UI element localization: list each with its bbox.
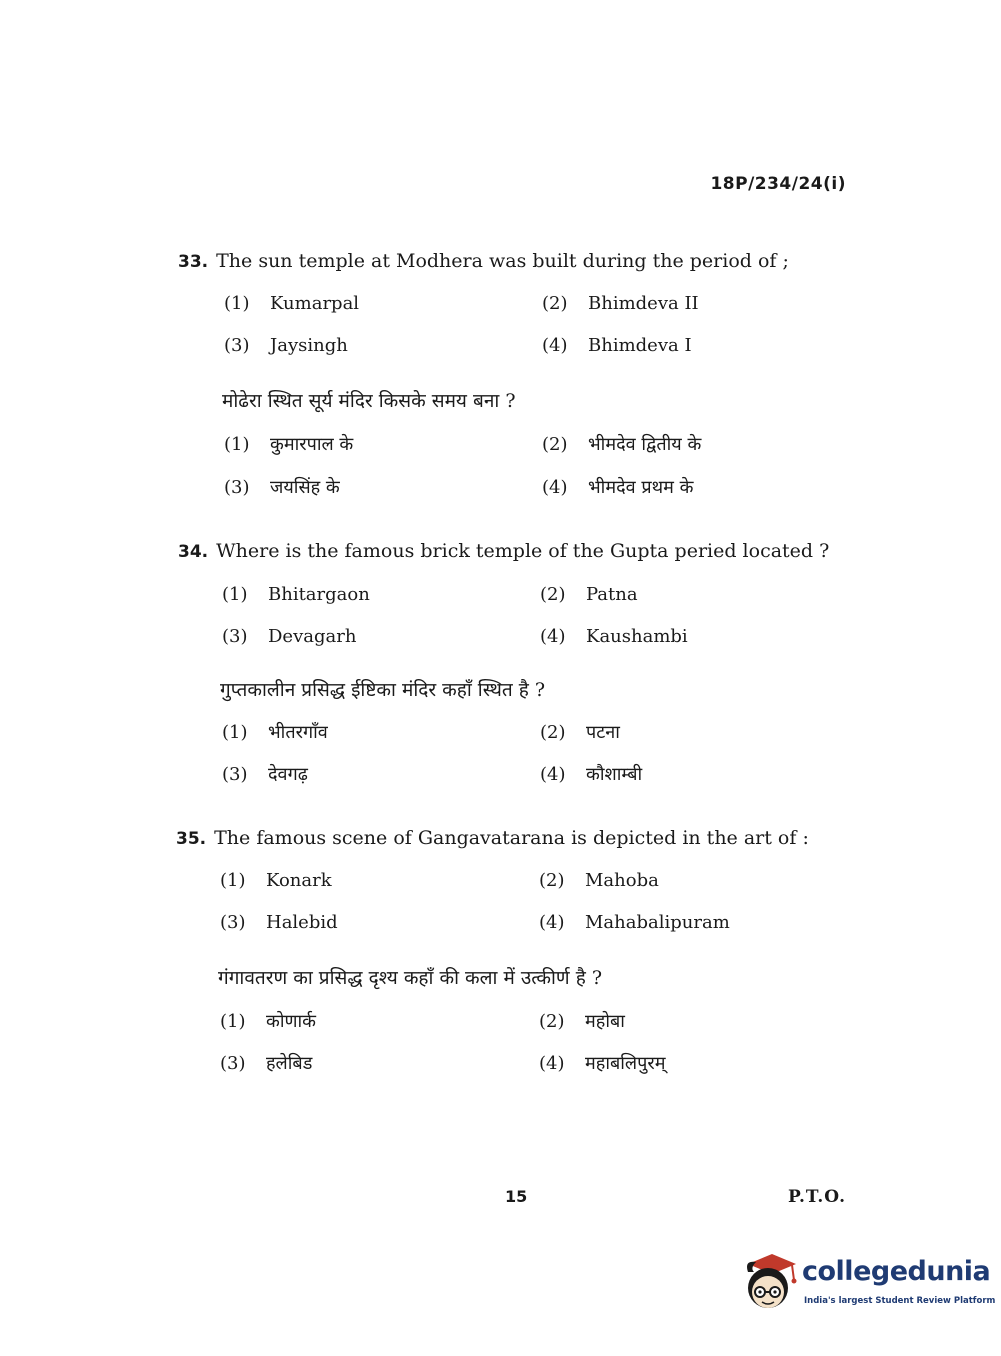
option-hi-3 [224,475,340,499]
question-number: 35. [176,829,207,849]
option-text: कोणार्क [266,1011,316,1032]
option-text: Bhimdeva I [588,335,692,356]
option-en-2 [539,870,659,891]
logo-wordmark: collegedunia [802,1256,991,1287]
option-en-3 [224,335,348,356]
option-number: (1) [222,722,248,743]
option-hi-2 [540,720,620,744]
option-number: (2) [540,584,566,605]
option-number: (3) [224,335,250,356]
option-en-1 [222,584,370,605]
option-number: (3) [224,477,250,498]
option-hi-1 [220,1009,316,1033]
question-text [178,250,789,272]
option-text: महाबलिपुरम् [585,1053,666,1074]
option-text: Halebid [266,912,338,933]
option-number: (4) [539,912,565,933]
option-en-2 [540,584,638,605]
option-text: कौशाम्बी [586,764,643,785]
question-number: 33. [178,252,209,272]
page-number: 15 [505,1187,528,1206]
option-text: Bhimdeva II [588,293,699,314]
option-number: (4) [542,477,568,498]
option-text: महोबा [585,1011,625,1032]
question-english: Where is the famous brick temple of the Gupta peried located ? [216,540,830,562]
paper-code: 18P/234/24(i) [710,174,846,194]
option-number: (4) [540,764,566,785]
option-en-3 [222,626,356,647]
option-number: (1) [222,584,248,605]
option-text: जयसिंह के [270,477,340,498]
option-hi-3 [222,762,308,786]
logo-tagline: India's largest Student Review Platform [804,1296,996,1306]
option-number: (1) [224,293,250,314]
question-text [178,540,829,562]
option-text: Mahoba [585,870,659,891]
option-en-1 [224,293,359,314]
option-number: (2) [540,722,566,743]
option-text: Kumarpal [270,293,360,314]
option-hi-3 [220,1051,312,1075]
mascot-icon [740,1250,800,1314]
option-number: (2) [539,1011,565,1032]
collegedunia-logo[interactable] [740,1250,996,1320]
option-en-3 [220,912,338,933]
option-number: (2) [539,870,565,891]
option-hi-4 [540,762,642,786]
option-number: (2) [542,434,568,455]
option-text: भीमदेव द्वितीय के [588,434,702,455]
option-hi-1 [222,720,328,744]
option-text: Jaysingh [270,335,348,356]
option-hi-1 [224,432,353,456]
question-hindi: मोढेरा स्थित सूर्य मंदिर किसके समय बना ? [222,390,516,412]
option-number: (3) [222,764,248,785]
option-en-4 [539,912,730,933]
option-number: (3) [220,912,246,933]
option-text: Patna [586,584,638,605]
option-text: भीमदेव प्रथम के [588,477,694,498]
option-text: हलेबिड [266,1053,313,1074]
question-text [176,827,809,849]
option-number: (3) [220,1053,246,1074]
option-text: Devagarh [268,626,357,647]
question-hindi: गंगावतरण का प्रसिद्ध दृश्य कहाँ की कला में उत्कीर्ण है ? [218,967,603,989]
option-text: कुमारपाल के [270,434,354,455]
option-text: Kaushambi [586,626,688,647]
question-hindi: गुप्तकालीन प्रसिद्ध ईष्टिका मंदिर कहाँ स्थित है ? [220,679,546,701]
option-text: भीतरगाँव [268,722,328,743]
option-number: (1) [224,434,250,455]
option-number: (4) [542,335,568,356]
option-en-4 [540,626,688,647]
option-en-2 [542,293,699,314]
option-hi-2 [539,1009,625,1033]
pto-label: P.T.O. [788,1187,846,1207]
option-text: देवगढ़ [268,764,308,785]
option-number: (2) [542,293,568,314]
option-number: (4) [540,626,566,647]
option-number: (3) [222,626,248,647]
question-number: 34. [178,542,209,562]
option-text: Konark [266,870,332,891]
option-number: (4) [539,1053,565,1074]
option-hi-4 [539,1051,665,1075]
option-number: (1) [220,1011,246,1032]
option-hi-4 [542,475,693,499]
question-english: The sun temple at Modhera was built during the period of ; [216,250,789,272]
option-en-4 [542,335,692,356]
option-text: Bhitargaon [268,584,370,605]
option-number: (1) [220,870,246,891]
option-en-1 [220,870,332,891]
question-english: The famous scene of Gangavatarana is depicted in the art of : [214,827,809,849]
option-text: Mahabalipuram [585,912,730,933]
option-hi-2 [542,432,701,456]
option-text: पटना [586,722,620,743]
